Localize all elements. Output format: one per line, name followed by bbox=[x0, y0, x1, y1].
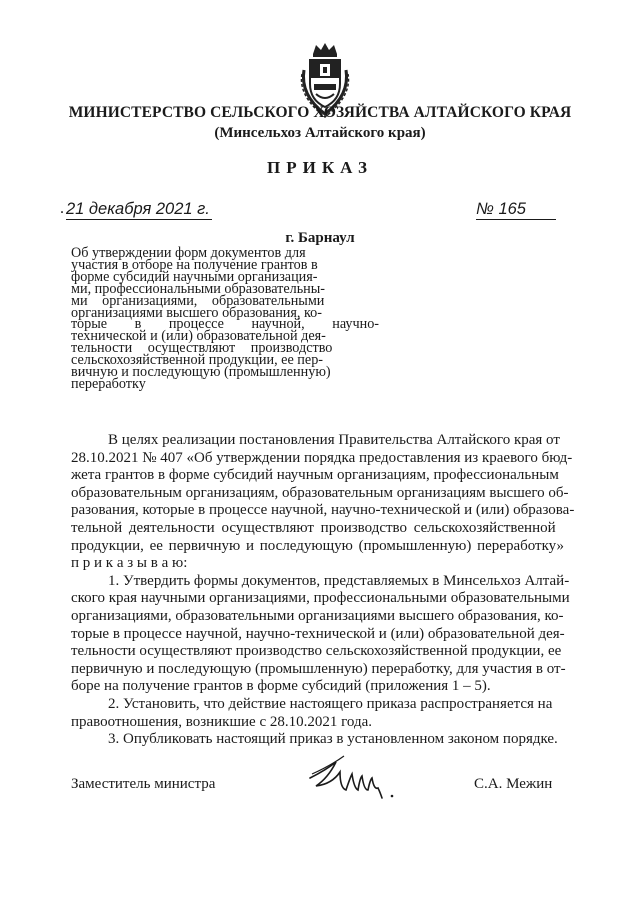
signer-position: Заместитель министра bbox=[71, 776, 216, 792]
subject-line: торые в процессе научной, научно- bbox=[71, 316, 380, 333]
body-line: 2. Установить, что действие настоящего приказа распространяется на bbox=[108, 695, 553, 712]
subject-line: вичную и последующую (промышленную) bbox=[71, 364, 331, 381]
body-line: боре на получение грантов в форме субсидий (приложения 1 – 5). bbox=[71, 678, 491, 695]
subject-line: тельности осуществляют производство bbox=[71, 340, 333, 357]
body-line: 3. Опубликовать настоящий приказ в установленном законом порядке. bbox=[108, 731, 558, 748]
subject-line: технической и (или) образовательной дея- bbox=[71, 328, 326, 345]
document-title: ПРИКАЗ bbox=[267, 158, 373, 177]
body-line: 28.10.2021 № 407 «Об утверждении порядка предоставления из краевого бюд- bbox=[71, 449, 573, 466]
body-line: образовательным организациям, образовательным организациям высшего об- bbox=[71, 484, 569, 501]
body-line: продукции, ее первичную и последующую (промышленную) переработку» bbox=[71, 537, 565, 554]
body-line: В целях реализации постановления Правительства Алтайского края от bbox=[108, 432, 560, 448]
body-line: правоотношения, возникшие с 28.10.2021 года. bbox=[71, 713, 372, 730]
date-marker: . bbox=[60, 200, 64, 217]
subject-line: переработку bbox=[71, 375, 146, 392]
handwritten-signature-icon bbox=[306, 748, 398, 808]
order-date: 21 декабря 2021 г. bbox=[66, 200, 210, 218]
subject-line: сельскохозяйственной продукции, ее пер- bbox=[71, 352, 324, 369]
subject-line: форме субсидий научными организация- bbox=[71, 268, 318, 285]
body-line: п р и к а з ы в а ю: bbox=[71, 555, 188, 572]
body-line: жета грантов в форме субсидий научным организациям, профессиональным bbox=[71, 467, 559, 484]
body-line: разования, которые в процессе научной, научно-технической и (или) образова- bbox=[71, 502, 575, 519]
body-line: организациями, образовательными организациями высшего образования, ко- bbox=[71, 607, 564, 624]
body-line: первичную и последующую (промышленную) переработку, для участия в от- bbox=[71, 660, 566, 677]
subject-line: ми, профессиональными образовательны- bbox=[71, 280, 326, 297]
issuing-city: г. Барнаул bbox=[285, 230, 355, 246]
body-line: ского края научными организациями, профессиональными образовательными bbox=[71, 590, 570, 607]
signer-name: С.А. Межин bbox=[474, 776, 553, 792]
ministry-short-name: (Минсельхоз Алтайского края) bbox=[214, 125, 426, 141]
order-number: № 165 bbox=[476, 200, 556, 220]
subject-line: организациями высшего образования, ко- bbox=[71, 304, 322, 321]
ministry-name: МИНИСТЕРСТВО СЕЛЬСКОГО ХОЗЯЙСТВА АЛТАЙСКОГО КРАЯ bbox=[68, 104, 572, 121]
order-body bbox=[71, 432, 577, 749]
order-subject bbox=[71, 245, 380, 392]
subject-line: Об утверждении форм документов для bbox=[71, 245, 306, 261]
body-line: тельной деятельности осуществляют производство сельскохозяйственной bbox=[71, 519, 556, 536]
subject-line: участия в отборе на получение грантов в bbox=[71, 256, 318, 273]
body-line: торые в процессе научной, научно-технической и (или) образовательной дея- bbox=[71, 625, 565, 642]
subject-line: ми организациями, образовательными bbox=[71, 292, 325, 309]
body-line: тельности осуществляют производство сельскохозяйственной продукции, ее bbox=[71, 643, 562, 660]
body-line: 1. Утвердить формы документов, представляемых в Минсельхоз Алтай- bbox=[108, 572, 570, 589]
